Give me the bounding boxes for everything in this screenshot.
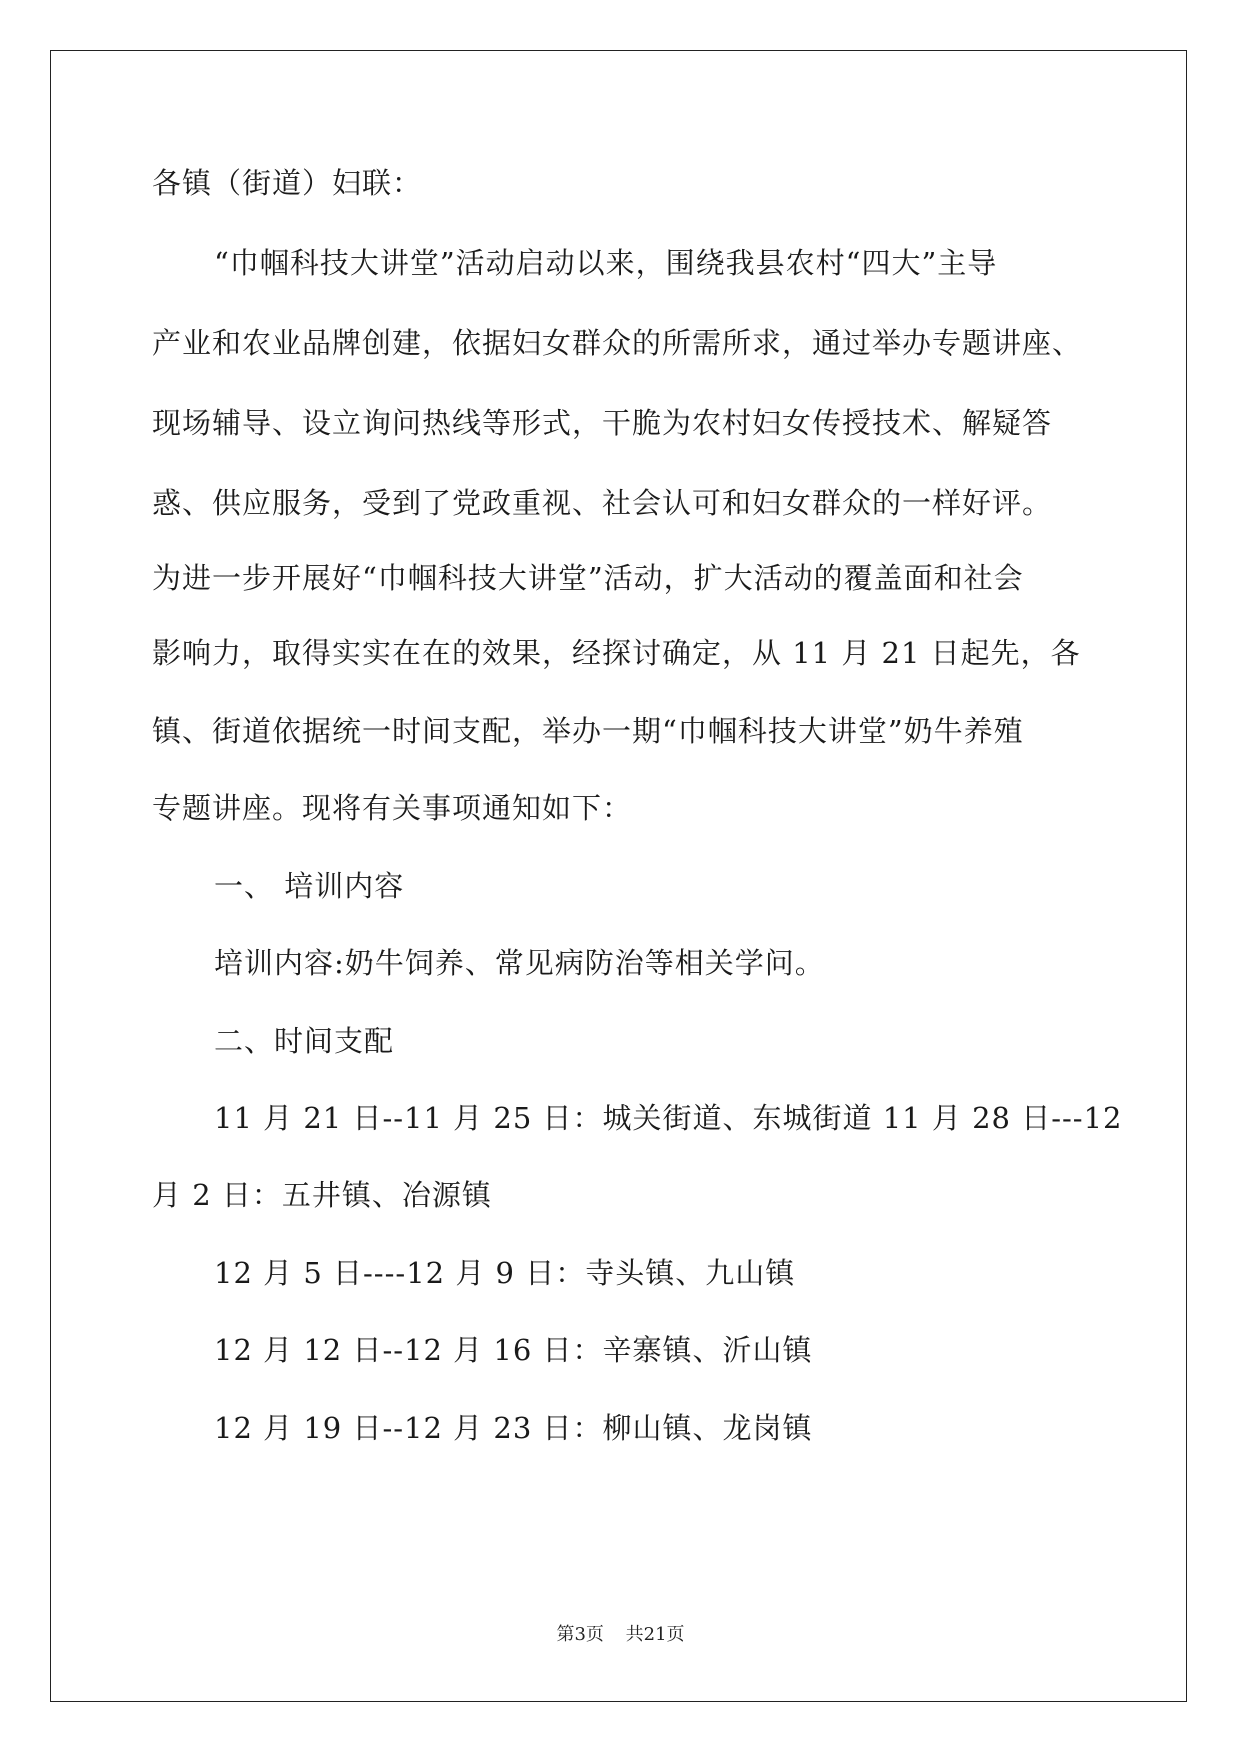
paragraph-line: 现场辅导、设立询问热线等形式，干脆为农村妇女传授技术、解疑答	[152, 406, 1053, 440]
page-number-total: 共21页	[625, 1624, 685, 1645]
paragraph-line: 影响力，取得实实在在的效果，经探讨确定，从 11 月 21 日起先，各	[152, 636, 1081, 670]
schedule-line: 11 月 21 日--11 月 25 日：城关街道、东城街道 11 月 28 日---12	[214, 1101, 1123, 1135]
section-heading: 二、时间支配	[214, 1024, 395, 1058]
section-heading: 一、 培训内容	[214, 869, 405, 903]
page-number-current: 第3页	[556, 1624, 604, 1645]
paragraph-line: 镇、街道依据统一时间支配，举办一期“巾帼科技大讲堂”奶牛养殖	[152, 714, 1024, 748]
schedule-line: 月 2 日：五井镇、冶源镇	[152, 1178, 492, 1212]
paragraph-line: 培训内容:奶牛饲养、常见病防治等相关学问。	[214, 946, 825, 980]
paragraph-line: 惑、供应服务，受到了党政重视、社会认可和妇女群众的一样好评。	[152, 486, 1053, 520]
schedule-line: 12 月 19 日--12 月 23 日：柳山镇、龙岗镇	[214, 1411, 813, 1445]
paragraph-line: “巾帼科技大讲堂”活动启动以来，围绕我县农村“四大”主导	[214, 246, 998, 280]
page-footer	[0, 1620, 1241, 1646]
salutation: 各镇（街道）妇联：	[152, 166, 423, 200]
paragraph-line: 产业和农业品牌创建，依据妇女群众的所需所求，通过举办专题讲座、	[152, 326, 1083, 360]
paragraph-line: 为进一步开展好“巾帼科技大讲堂”活动，扩大活动的覆盖面和社会	[152, 561, 1024, 595]
schedule-line: 12 月 5 日----12 月 9 日：寺头镇、九山镇	[214, 1256, 796, 1290]
paragraph-line: 专题讲座。现将有关事项通知如下：	[152, 791, 633, 825]
schedule-line: 12 月 12 日--12 月 16 日：辛寨镇、沂山镇	[214, 1333, 813, 1367]
